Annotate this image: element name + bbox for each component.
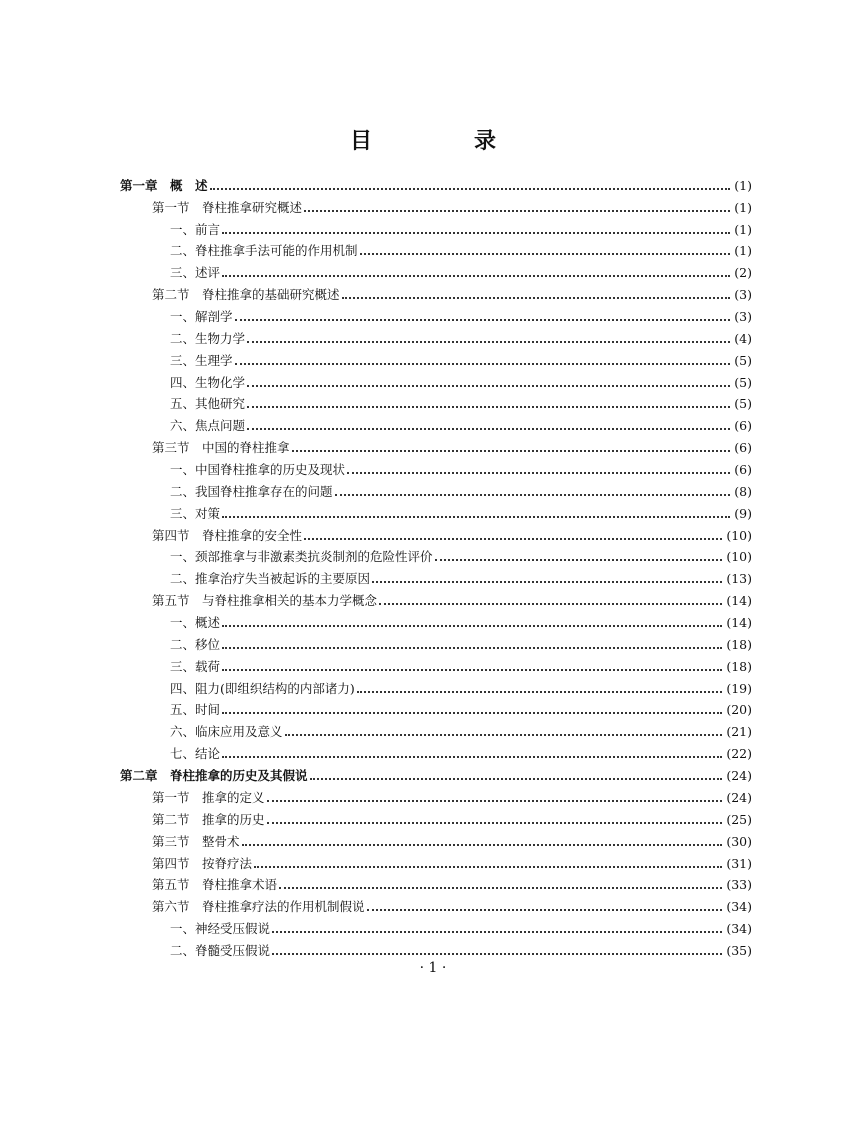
toc-page-number: (6)	[734, 418, 752, 434]
toc-chapter[interactable]	[120, 172, 752, 194]
dot-leader	[360, 253, 731, 255]
toc-page-number: (10)	[726, 549, 752, 565]
dot-leader	[272, 953, 722, 955]
toc-page-number: (22)	[726, 746, 752, 762]
toc-entry-title: 三、对策	[170, 505, 221, 521]
dot-leader	[310, 778, 723, 780]
dot-leader	[222, 712, 722, 714]
toc-entry-title: 一、概述	[170, 615, 221, 631]
dot-leader	[304, 538, 722, 540]
toc-section[interactable]	[120, 522, 752, 544]
toc-entry-title: 四、阻力(即组织结构的内部诸力)	[170, 680, 355, 696]
toc-section[interactable]	[120, 828, 752, 850]
toc-entry-title: 一、神经受压假说	[170, 921, 271, 937]
dot-leader	[347, 472, 730, 474]
toc-page-number: (25)	[726, 811, 752, 827]
toc-entry-title: 四、生物化学	[170, 374, 246, 390]
toc-entry-title: 五、时间	[170, 702, 221, 718]
dot-leader	[254, 866, 722, 868]
toc-subsection[interactable]	[120, 391, 752, 413]
toc-entry-title: 一、前言	[170, 221, 221, 237]
toc-section[interactable]	[120, 434, 752, 456]
toc-entry-title: 第二节 脊柱推拿的基础研究概述	[152, 287, 340, 303]
toc-subsection[interactable]	[120, 238, 752, 260]
toc-page-number: (20)	[726, 702, 752, 718]
dot-leader	[435, 559, 723, 561]
toc-subsection[interactable]	[120, 697, 752, 719]
toc-page-number: (13)	[726, 571, 752, 587]
toc-subsection[interactable]	[120, 937, 752, 959]
toc-entry-title: 第五节 脊柱推拿术语	[152, 877, 278, 893]
toc-entry-title: 三、生理学	[170, 352, 233, 368]
toc-subsection[interactable]	[120, 412, 752, 434]
toc-subsection[interactable]	[120, 565, 752, 587]
toc-entry-title: 二、脊髓受压假说	[170, 942, 271, 958]
toc-subsection[interactable]	[120, 544, 752, 566]
toc-subsection[interactable]	[120, 456, 752, 478]
toc-page-number: (9)	[734, 505, 752, 521]
toc-entry-title: 第三节 整骨术	[152, 833, 240, 849]
dot-leader	[267, 822, 723, 824]
dot-leader	[247, 406, 730, 408]
toc-section[interactable]	[120, 194, 752, 216]
toc-subsection[interactable]	[120, 478, 752, 500]
toc-entry-title: 三、述评	[170, 265, 221, 281]
toc-subsection[interactable]	[120, 325, 752, 347]
toc-page-number: (31)	[726, 855, 752, 871]
toc-page-number: (3)	[734, 287, 752, 303]
toc-page-number: (6)	[734, 462, 752, 478]
dot-leader	[279, 887, 722, 889]
toc-entry-title: 三、载荷	[170, 658, 221, 674]
toc-entry-title: 第四节 脊柱推拿的安全性	[152, 527, 303, 543]
dot-leader	[247, 341, 730, 343]
dot-leader	[247, 385, 730, 387]
dot-leader	[235, 363, 731, 365]
dot-leader	[372, 581, 722, 583]
page-title: 目 录	[349, 129, 536, 154]
toc-subsection[interactable]	[120, 740, 752, 762]
table-of-contents	[120, 172, 752, 959]
toc-page-number: (35)	[726, 942, 752, 958]
dot-leader	[335, 494, 731, 496]
toc-entry-title: 一、中国脊柱推拿的历史及现状	[170, 462, 346, 478]
toc-section[interactable]	[120, 872, 752, 894]
dot-leader	[267, 800, 723, 802]
toc-page-number: (5)	[734, 352, 752, 368]
toc-entry-title: 二、推拿治疗失当被起诉的主要原因	[170, 571, 371, 587]
toc-subsection[interactable]	[120, 675, 752, 697]
toc-section[interactable]	[120, 784, 752, 806]
toc-entry-title: 第二节 推拿的历史	[152, 811, 265, 827]
toc-page-number: (30)	[726, 833, 752, 849]
toc-subsection[interactable]	[120, 718, 752, 740]
toc-page-number: (34)	[726, 899, 752, 915]
toc-page-number: (1)	[734, 221, 752, 237]
toc-page-number: (5)	[734, 396, 752, 412]
toc-page-number: (1)	[734, 177, 752, 193]
toc-entry-title: 五、其他研究	[170, 396, 246, 412]
dot-leader	[379, 603, 722, 605]
toc-page-number: (33)	[726, 877, 752, 893]
dot-leader	[222, 647, 722, 649]
toc-page-number: (10)	[726, 527, 752, 543]
toc-entry-title: 第二章 脊柱推拿的历史及其假说	[120, 768, 308, 784]
toc-entry-title: 二、脊柱推拿手法可能的作用机制	[170, 243, 358, 259]
toc-page-number: (6)	[734, 440, 752, 456]
dot-leader	[342, 297, 731, 299]
dot-leader	[285, 734, 723, 736]
toc-page-number: (24)	[726, 768, 752, 784]
toc-page-number: (14)	[726, 615, 752, 631]
toc-entry-title: 第六节 脊柱推拿疗法的作用机制假说	[152, 899, 365, 915]
toc-page-number: (24)	[726, 789, 752, 805]
dot-leader	[222, 756, 722, 758]
dot-leader	[247, 428, 730, 430]
dot-leader	[304, 210, 730, 212]
toc-entry-title: 第四节 按脊疗法	[152, 855, 253, 871]
toc-subsection[interactable]	[120, 303, 752, 325]
toc-section[interactable]	[120, 587, 752, 609]
toc-subsection[interactable]	[120, 609, 752, 631]
toc-page-number: (18)	[726, 636, 752, 652]
toc-page-number: (4)	[734, 330, 752, 346]
dot-leader	[222, 625, 722, 627]
dot-leader	[357, 691, 723, 693]
toc-page-number: (34)	[726, 921, 752, 937]
toc-page-number: (18)	[726, 658, 752, 674]
toc-subsection[interactable]	[120, 653, 752, 675]
toc-entry-title: 第五节 与脊柱推拿相关的基本力学概念	[152, 593, 378, 609]
toc-entry-title: 第一章 概 述	[120, 177, 208, 193]
toc-entry-title: 二、移位	[170, 636, 221, 652]
dot-leader	[222, 516, 730, 518]
dot-leader	[222, 669, 722, 671]
toc-subsection[interactable]	[120, 500, 752, 522]
toc-entry-title: 二、生物力学	[170, 330, 246, 346]
toc-entry-title: 第一节 推拿的定义	[152, 789, 265, 805]
dot-leader	[210, 188, 731, 190]
dot-leader	[235, 319, 731, 321]
toc-subsection[interactable]	[120, 369, 752, 391]
toc-subsection[interactable]	[120, 216, 752, 238]
toc-chapter[interactable]	[120, 762, 752, 784]
page-number: · 1 ·	[419, 960, 447, 976]
toc-entry-title: 第一节 脊柱推拿研究概述	[152, 199, 303, 215]
toc-subsection[interactable]	[120, 631, 752, 653]
toc-entry-title: 七、结论	[170, 746, 221, 762]
toc-page-number: (1)	[734, 199, 752, 215]
toc-page-number: (5)	[734, 374, 752, 390]
toc-page-number: (2)	[734, 265, 752, 281]
toc-subsection[interactable]	[120, 915, 752, 937]
toc-section[interactable]	[120, 281, 752, 303]
dot-leader	[367, 909, 723, 911]
toc-entry-title: 一、解剖学	[170, 309, 233, 325]
toc-section[interactable]	[120, 893, 752, 915]
toc-page-number: (1)	[734, 243, 752, 259]
toc-subsection[interactable]	[120, 259, 752, 281]
toc-entry-title: 第三节 中国的脊柱推拿	[152, 440, 290, 456]
toc-page-number: (19)	[726, 680, 752, 696]
toc-section[interactable]	[120, 806, 752, 828]
toc-entry-title: 一、颈部推拿与非激素类抗炎制剂的危险性评价	[170, 549, 433, 565]
dot-leader	[272, 931, 722, 933]
toc-entry-title: 六、焦点问题	[170, 418, 246, 434]
toc-subsection[interactable]	[120, 347, 752, 369]
toc-page-number: (8)	[734, 483, 752, 499]
toc-page-number: (3)	[734, 309, 752, 325]
toc-section[interactable]	[120, 850, 752, 872]
toc-page-number: (14)	[726, 593, 752, 609]
toc-entry-title: 二、我国脊柱推拿存在的问题	[170, 483, 333, 499]
dot-leader	[222, 232, 730, 234]
dot-leader	[292, 450, 731, 452]
toc-entry-title: 六、临床应用及意义	[170, 724, 283, 740]
dot-leader	[242, 844, 723, 846]
dot-leader	[222, 275, 730, 277]
toc-page-number: (21)	[726, 724, 752, 740]
